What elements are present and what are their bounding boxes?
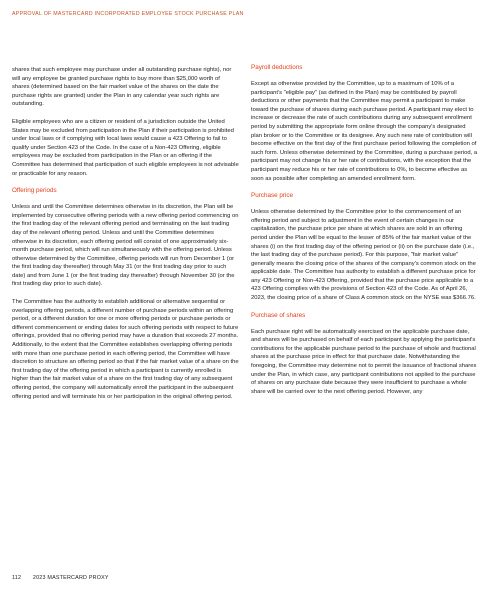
body-paragraph: Each purchase right will be automatically exercised on the applicable purchase date, and shares will be purchased on behalf of each participant by applying the participant's contributions for the applicable purchase period to the purchase of whole and fractional shares at the purchase price in effect for that purchase date. Notwithstanding the foregoing, the Committee may determine not to permit the issuance of fractional shares under the Plan, in which case, any participant contributions not applied to the purchase of shares on any purchase date because they were insufficient to purchase a whole share will be carried over to the next offering period. However, any <box>251 328 477 395</box>
body-paragraph: shares that such employee may purchase under all outstanding purchase rights), nor will any employee be granted purchase rights to buy more than $25,000 worth of shares (determined based on the fair market value of the shares on the date the purchase rights are granted) under the Plan in any calendar year such rights are outstanding. <box>12 67 232 108</box>
page-footer <box>12 575 109 581</box>
section-heading-purchase-price: Purchase price <box>251 192 293 200</box>
body-paragraph: Unless and until the Committee determines otherwise in its discretion, the Plan will be implemented by consecutive offering periods with a new offering period commencing on the first trading day of the relevant offering period and terminating on the last trading day of the relevant offering period. Unless and until the Committee determines otherwise in its discretion, each offering period will consist of one approximately six-month purchase period, which will run simultaneously with the offering period. Unless otherwise determined by the Committee, offering periods will run from December 1 (or the first trading day thereafter) through May 31 (or the first trading day prior to such date) and from June 1 (or the first trading day thereafter) through November 30 (or the first trading day prior to such date). <box>12 204 239 288</box>
running-header: APPROVAL OF MASTERCARD INCORPORATED EMPLOYEE STOCK PURCHASE PLAN <box>12 11 244 17</box>
right-column <box>251 66 478 405</box>
section-heading-payroll-deductions: Payroll deductions <box>251 64 303 71</box>
footer-doc-title: 2023 MASTERCARD PROXY <box>32 575 109 581</box>
body-paragraph: Eligible employees who are a citizen or resident of a jurisdiction outside the United States may be excluded from participation in the Plan if their participation is prohibited under local laws or if complying with local laws would cause a 423 Offering to fail to qualify under Section 423 of the Code. In the case of a Non-423 Offering, eligible employees may be excluded from participation in the Plan or an offering if the Committee has determined that participation of such eligible employees is not advisable or practicable for any reason. <box>12 118 239 177</box>
body-paragraph: Except as otherwise provided by the Committee, up to a maximum of 10% of a participant's "eligible pay" (as defined in the Plan) may be contributed by payroll deductions or other payments that the Committee may permit a participant to make toward the purchase of shares during each purchase period. A participant may elect to increase or decrease the rate of such contributions during any subsequent enrollment period by submitting the appropriate form online through the company's designated plan broker or to the Committee or its designee. Any such new rate of contribution will become effective on the first day of the first purchase period following the completion of such form. Unless otherwise determined by the Committee, during a purchase period, a participant may not change his or her rate of contributions, with the exception that the participant may reduce his or her rate of contributions to 0%, to become effective as soon as possible after completing an amended enrollment form. <box>251 81 478 182</box>
section-heading-offering-periods: Offering periods <box>12 187 57 195</box>
section-heading-purchase-of-shares: Purchase of shares <box>251 311 306 319</box>
body-paragraph: The Committee has the authority to establish additional or alternative sequential or overlapping offering periods, a different number of purchase periods within an offering period, or a different duration for one or more offering periods or purchase periods or different commencement or ending dates for such offering periods with respect to future offerings, provided that no offering period may have a duration that exceeds 27 months. Additionally, to the extent that the Committee establishes overlapping offering periods with more than one purchase period in each offering period, the Committee will have discretion to structure an offering period so that if the fair market value of a share on the first trading day of the offering period in which a participant is currently enrolled is higher than the fair market value of a share on the first trading day of any subsequent offering period, the company will automatically enroll the participant in the subsequent offering period and will terminate his or her participation in the original offering period. <box>12 299 239 400</box>
left-column <box>12 66 239 410</box>
body-paragraph: Unless otherwise determined by the Committee prior to the commencement of an offering period and subject to adjustment in the event of certain changes in our capitalization, the purchase price per share at which shares are sold in an offering period under the Plan will be equal to the lesser of 85% of the fair market value of the shares (i) on the first trading day of the offering period or (ii) on the purchase date (i.e., the last trading day of the purchase period). For this purpose, "fair market value" generally means the closing price of the shares of the company's common stock on the applicable date. The Committee has authority to establish a different purchase price for any 423 Offering or Non-423 Offering, provided that the purchase price applicable to a 423 Offering complies with the provisions of Section 423 of the Code. As of April 26, 2023, the closing price of a share of Class A common stock on the NYSE was $366.76. <box>251 209 476 302</box>
page-number: 112 <box>12 575 22 581</box>
